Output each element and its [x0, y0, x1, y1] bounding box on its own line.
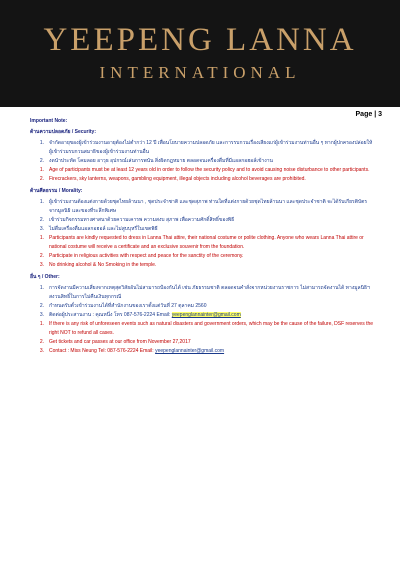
item-text: ไม่ดื่มเครื่องดื่มแอลกอฮอล์ และไม่สูบบุหรี่ในเขตพิธี [49, 226, 158, 232]
item-text: กำหนดรับตั๋วเข้าร่วมงานได้ที่สำนักงานของเราตั้งแต่วันที่ 27 ตุลาคม 2560 [49, 303, 207, 309]
security-section-title: ด้านความปลอดภัย / Security: [30, 129, 97, 135]
item-text [49, 311, 375, 320]
item-number: 3. [39, 312, 44, 318]
item-number: 2. [39, 217, 44, 223]
contact-text: ติดต่อผู้ประสานงาน : คุณหนึ่ง โทร 087-576-2224 Email: [49, 312, 172, 318]
item-text: Age of participants must be at least 12 years old in order to follow the security policy and to avoid causing noise disturbance to other participants. [49, 167, 370, 173]
item-text: งดนำประทัด โคมลอย อาวุธ อุปกรณ์เล่นการพนัน สิ่งผิดกฎหมาย ตลอดจนเครื่องดื่มที่มีแอลกอฮอล์เข้างาน [49, 158, 273, 164]
morality-list [30, 198, 375, 270]
list-item [30, 311, 375, 320]
list-item [30, 302, 375, 311]
contact-text: Contact : Miss Neung Tel: 087-576-2224 Email: [49, 348, 156, 354]
item-text: No drinking alcohol & No Smoking in the temple. [49, 262, 157, 268]
item-text: Participants are kindly requested to dress in Lanna Thai attire, their national costume or polite clothing. Anyone who wears Lanna Thai attire or national costume will receive a certificate and an exclusive souvenir from the foundation. [49, 235, 364, 250]
item-text: Firecrackers, sky lanterns, weapons, gambling equipment, illegal objects including alcohol beverages are prohibited. [49, 176, 306, 182]
item-number: 1. [39, 235, 44, 241]
other-list [30, 284, 375, 356]
list-item [30, 338, 375, 347]
list-item [30, 175, 375, 184]
item-number: 2. [39, 303, 44, 309]
item-number: 1. [39, 167, 44, 173]
list-item [30, 320, 375, 338]
item-number: 3. [39, 348, 44, 354]
logo-title: YEEPENG LANNA [43, 22, 357, 58]
item-text: ผู้เข้าร่วมงานต้องแต่งกายด้วยชุดไทยล้านนา , ชุดประจำชาติ และชุดสุภาพ ท่านใดที่แต่งกายด้วยชุดไทยล้านนา และชุดประจำชาติ จะได้รับเกียรติบัตรจากมูลนิธิ และของที่ระลึกพิเศษ [49, 199, 368, 214]
item-number: 2. [39, 176, 44, 182]
item-number: 1. [39, 140, 44, 146]
list-item [30, 216, 375, 225]
list-item [30, 252, 375, 261]
item-text: การจัดงานมีความเสี่ยงจากเหตุสุดวิสัยอันไม่สามารถป้องกันได้ เช่น ภัยธรรมชาติ ตลอดจนคำสั่งจากหน่วยงานราชการ ไม่สามารถจัดงานได้ ทางมูลนิธิฯ สงวนสิทธิ์ในการไม่คืนเงินทุกกรณี [49, 285, 370, 300]
item-number: 2. [39, 253, 44, 259]
item-text: จำกัดอายุของผู้เข้าร่วมงานอายุต้องไม่ต่ำกว่า 12 ปี เพื่อนโยบายความปลอดภัย และการรบกวนเรื่องเสียงแก่ผู้เข้าร่วมงานท่านอื่น ๆ หากผู้ปกครองปล่อยให้ผู้เข้าร่วมรบกวนสมาธิของผู้เข้าร่วมงานท่านอื่น [49, 140, 373, 155]
security-list [30, 139, 375, 184]
other-section-title: อื่น ๆ / Other: [30, 274, 60, 280]
important-note-heading: Important Note: [30, 118, 68, 124]
list-item [30, 198, 375, 216]
list-item [30, 166, 375, 175]
item-text: Participate in religious activities with respect and peace for the sanctity of the ceremony. [49, 253, 244, 259]
list-item [30, 261, 375, 270]
item-number: 1. [39, 285, 44, 291]
item-number: 1. [39, 199, 44, 205]
item-number: 3. [39, 262, 44, 268]
email-link[interactable]: yeepenglannainter@gmail.com [155, 348, 225, 354]
list-item [30, 139, 375, 157]
item-number: 2. [39, 158, 44, 164]
email-link[interactable]: yeepenglannainter@gmail.com [171, 312, 241, 318]
page-number: Page | 3 [355, 111, 382, 118]
item-text: Get tickets and car passes at our office from November 27,2017 [49, 339, 191, 345]
list-item [30, 347, 375, 356]
list-item [30, 284, 375, 302]
list-item [30, 157, 375, 166]
logo-subtitle: INTERNATIONAL [99, 63, 301, 82]
list-item [30, 234, 375, 252]
list-item [30, 225, 375, 234]
item-text [49, 347, 375, 356]
item-number: 2. [39, 339, 44, 345]
document-body [30, 117, 375, 359]
morality-section-title: ด้านศีลธรรม / Morality: [30, 188, 83, 194]
item-text: เข้าร่วมกิจกรรมทางศาสนาด้วยความเคารพ ความสงบ สุภาพ เพื่อความศักดิ์สิทธิ์ของพิธี [49, 217, 235, 223]
item-text: If there is any risk of unforeseen events such as natural disasters and government orders, which may be the cause of the failure, DSF reserves the right NOT to refund all cases. [49, 321, 374, 336]
item-number: 1. [39, 321, 44, 327]
item-number: 3. [39, 226, 44, 232]
header-banner [0, 0, 400, 107]
